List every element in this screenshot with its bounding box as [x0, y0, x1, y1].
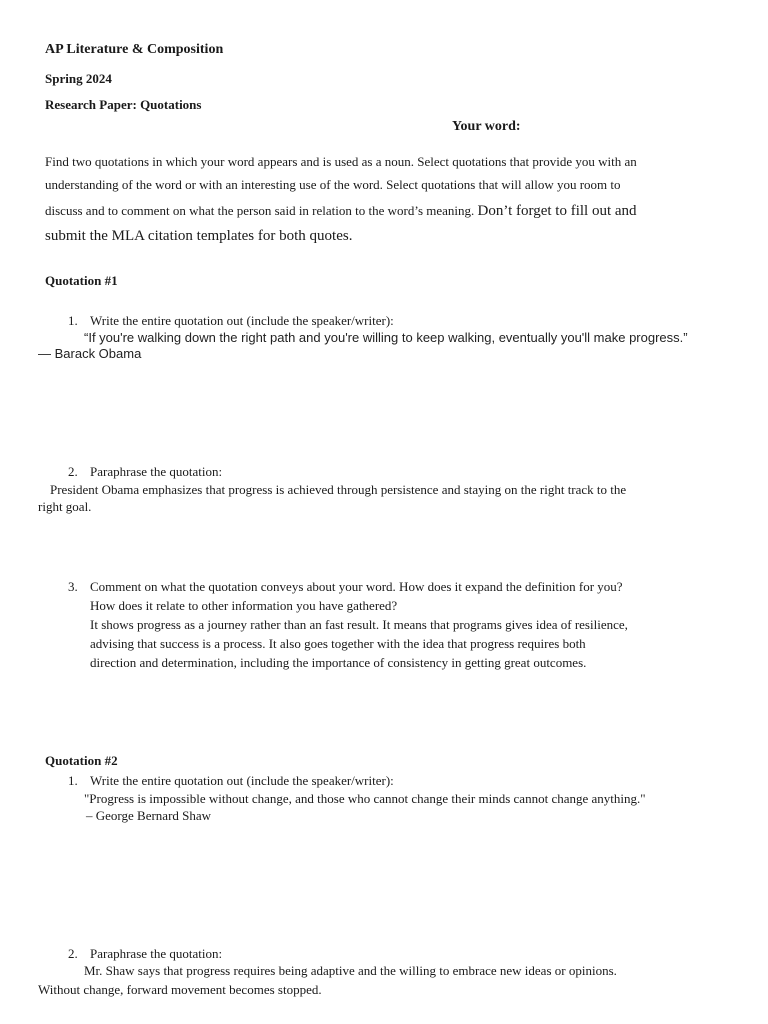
- q2-quote-author: – George Bernard Shaw: [86, 808, 212, 823]
- q2-paraphrase-line-1: Mr. Shaw says that progress requires being adaptive and the willing to embrace new ideas or opinions.: [84, 963, 617, 978]
- q2-paraphrase-line-2: Without change, forward movement becomes stopped.: [38, 982, 322, 997]
- course-title: AP Literature & Composition: [45, 42, 224, 57]
- instructions-line-3-text: discuss and to comment on what the person said in relation to the word’s meaning.: [45, 203, 475, 218]
- term: Spring 2024: [45, 71, 112, 86]
- q2-item-1-number: 1.: [68, 773, 78, 788]
- instructions-line-1: Find two quotations in which your word appears and is used as a noun. Select quotations that provide you with an: [45, 154, 637, 169]
- q1-item-3-number: 3.: [68, 579, 78, 594]
- q2-item-2-prompt: Paraphrase the quotation:: [90, 946, 223, 961]
- q1-comment-line-2: advising that success is a process. It also goes together with the idea that progress requires both: [90, 636, 586, 651]
- q1-item-2-prompt: Paraphrase the quotation:: [90, 464, 223, 479]
- instructions-line-3: [45, 203, 637, 220]
- q1-quote-text: “If you're walking down the right path and you're willing to keep walking, eventually you'll make progress.”: [84, 330, 688, 345]
- q1-item-1-number: 1.: [68, 313, 78, 328]
- assignment-title: Research Paper: Quotations: [45, 97, 202, 112]
- instructions-emphasis: Don’t forget to fill out and: [477, 203, 637, 219]
- q1-item-3-prompt-line-2: How does it relate to other information you have gathered?: [90, 598, 398, 613]
- q1-item-1-prompt: Write the entire quotation out (include the speaker/writer):: [90, 313, 394, 328]
- q2-quote-text: "Progress is impossible without change, and those who cannot change their minds cannot change anything.": [84, 791, 646, 806]
- q1-paraphrase-line-2: right goal.: [38, 499, 92, 514]
- q1-quote-author: — Barack Obama: [38, 346, 142, 361]
- instructions-line-2: understanding of the word or with an interesting use of the word. Select quotations that will allow you room to: [45, 177, 621, 192]
- q1-paraphrase-line-1: President Obama emphasizes that progress is achieved through persistence and staying on the right track to the: [50, 482, 627, 497]
- q1-comment-line-3: direction and determination, including the importance of consistency in getting great outcomes.: [90, 655, 587, 670]
- quotation-2-heading: Quotation #2: [45, 753, 118, 768]
- q2-item-2-number: 2.: [68, 946, 78, 961]
- q1-comment-line-1: It shows progress as a journey rather than an fast result. It means that programs gives idea of resilience,: [90, 617, 628, 632]
- q2-item-1-prompt: Write the entire quotation out (include the speaker/writer):: [90, 773, 394, 788]
- q1-item-2-number: 2.: [68, 464, 78, 479]
- q1-item-3-prompt-line-1: Comment on what the quotation conveys about your word. How does it expand the definition for you?: [90, 579, 623, 594]
- quotation-1-heading: Quotation #1: [45, 273, 118, 288]
- instructions-line-4: submit the MLA citation templates for both quotes.: [45, 228, 353, 244]
- your-word-label: Your word:: [452, 119, 521, 134]
